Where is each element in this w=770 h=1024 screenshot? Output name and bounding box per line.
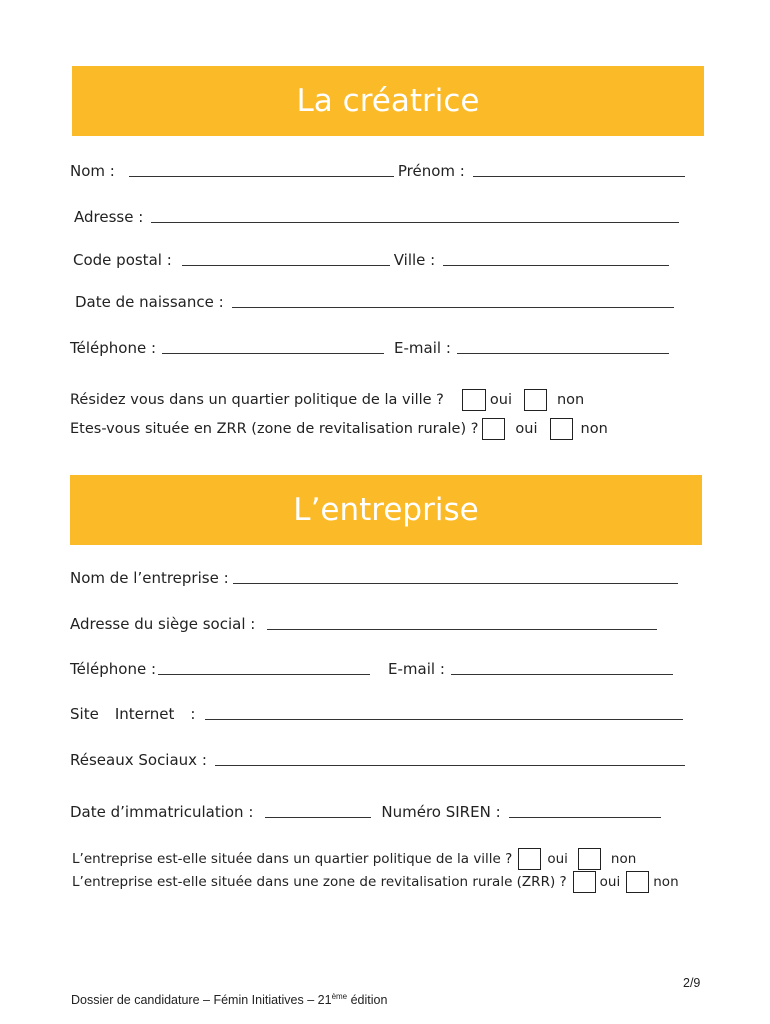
row-telephone-email-entreprise	[70, 660, 673, 678]
non-label: non	[610, 851, 637, 867]
ville-label: Ville :	[393, 251, 436, 269]
site-internet-field[interactable]	[205, 718, 683, 720]
question-entreprise-quartier	[72, 848, 636, 870]
row-adresse-siege	[70, 615, 657, 633]
site-label: Site	[70, 705, 99, 723]
prenom-label: Prénom :	[397, 162, 465, 180]
code-postal-field[interactable]	[182, 264, 390, 266]
footer-text-end: édition	[347, 993, 388, 1008]
row-adresse	[74, 208, 679, 226]
internet-label: Internet	[114, 705, 175, 723]
reseaux-field[interactable]	[215, 764, 685, 766]
prenom-field[interactable]	[473, 175, 685, 177]
footer-superscript: ème	[331, 992, 348, 1001]
row-immatriculation-siren	[70, 803, 661, 821]
email-field[interactable]	[451, 673, 673, 675]
section-title: La créatrice	[296, 83, 480, 119]
date-immat-field[interactable]	[265, 816, 371, 818]
date-immat-label: Date d’immatriculation :	[70, 803, 254, 821]
telephone-label: Téléphone :	[70, 339, 157, 357]
row-site-internet	[70, 705, 683, 723]
adresse-siege-label: Adresse du siège social :	[70, 615, 256, 633]
row-date-naissance	[75, 293, 674, 311]
oui-label: oui	[515, 421, 538, 437]
question-entreprise-zrr-text: L’entreprise est-elle située dans une zone de revitalisation rurale (ZRR) ?	[72, 874, 567, 890]
email-field[interactable]	[457, 352, 669, 354]
checkbox-oui[interactable]	[482, 418, 505, 440]
section-banner-entreprise	[70, 475, 702, 545]
nom-field[interactable]	[129, 175, 394, 177]
date-naissance-label: Date de naissance :	[75, 293, 224, 311]
page-number: 2/9	[683, 976, 701, 990]
section-banner-creatrice	[72, 66, 704, 136]
ville-field[interactable]	[443, 264, 669, 266]
siren-field[interactable]	[509, 816, 661, 818]
site-colon: :	[190, 705, 196, 723]
oui-label: oui	[489, 392, 512, 408]
question-entreprise-zrr	[72, 871, 679, 893]
oui-label: oui	[599, 874, 621, 890]
non-label: non	[653, 874, 679, 890]
adresse-siege-field[interactable]	[267, 628, 657, 630]
nom-label: Nom :	[70, 162, 115, 180]
question-quartier-text: Résidez vous dans un quartier politique de la ville ?	[70, 392, 444, 408]
email-label: E-mail :	[394, 339, 451, 357]
adresse-label: Adresse :	[74, 208, 144, 226]
non-label: non	[556, 392, 585, 408]
date-naissance-field[interactable]	[232, 306, 674, 308]
row-nom-prenom	[70, 162, 685, 180]
question-zrr	[70, 418, 608, 440]
email-label: E-mail :	[388, 660, 445, 678]
row-codepostal-ville	[73, 251, 669, 269]
nom-entreprise-field[interactable]	[233, 582, 678, 584]
footer-text	[71, 992, 387, 1007]
siren-label: Numéro SIREN :	[381, 803, 501, 821]
footer-text-main: Dossier de candidature – Fémin Initiatives – 21	[71, 993, 332, 1008]
telephone-label: Téléphone :	[70, 660, 157, 678]
row-nom-entreprise	[70, 569, 678, 587]
non-label: non	[580, 421, 608, 437]
question-quartier	[70, 389, 584, 411]
checkbox-non[interactable]	[524, 389, 547, 411]
code-postal-label: Code postal :	[73, 251, 172, 269]
reseaux-label: Réseaux Sociaux :	[70, 751, 207, 769]
checkbox-non[interactable]	[550, 418, 573, 440]
section-title: L’entreprise	[293, 492, 479, 528]
row-reseaux-sociaux	[70, 751, 685, 769]
checkbox-non[interactable]	[578, 848, 601, 870]
question-zrr-text: Etes-vous située en ZRR (zone de revitalisation rurale) ?	[70, 421, 479, 437]
checkbox-non[interactable]	[626, 871, 649, 893]
oui-label: oui	[547, 851, 568, 867]
adresse-field[interactable]	[151, 221, 679, 223]
row-telephone-email	[70, 339, 669, 357]
checkbox-oui[interactable]	[462, 389, 486, 411]
telephone-field[interactable]	[158, 673, 370, 675]
question-entreprise-quartier-text: L’entreprise est-elle située dans un quartier politique de la ville ?	[72, 851, 513, 867]
telephone-field[interactable]	[162, 352, 384, 354]
checkbox-oui[interactable]	[518, 848, 541, 870]
nom-entreprise-label: Nom de l’entreprise :	[70, 569, 229, 587]
checkbox-oui[interactable]	[573, 871, 596, 893]
